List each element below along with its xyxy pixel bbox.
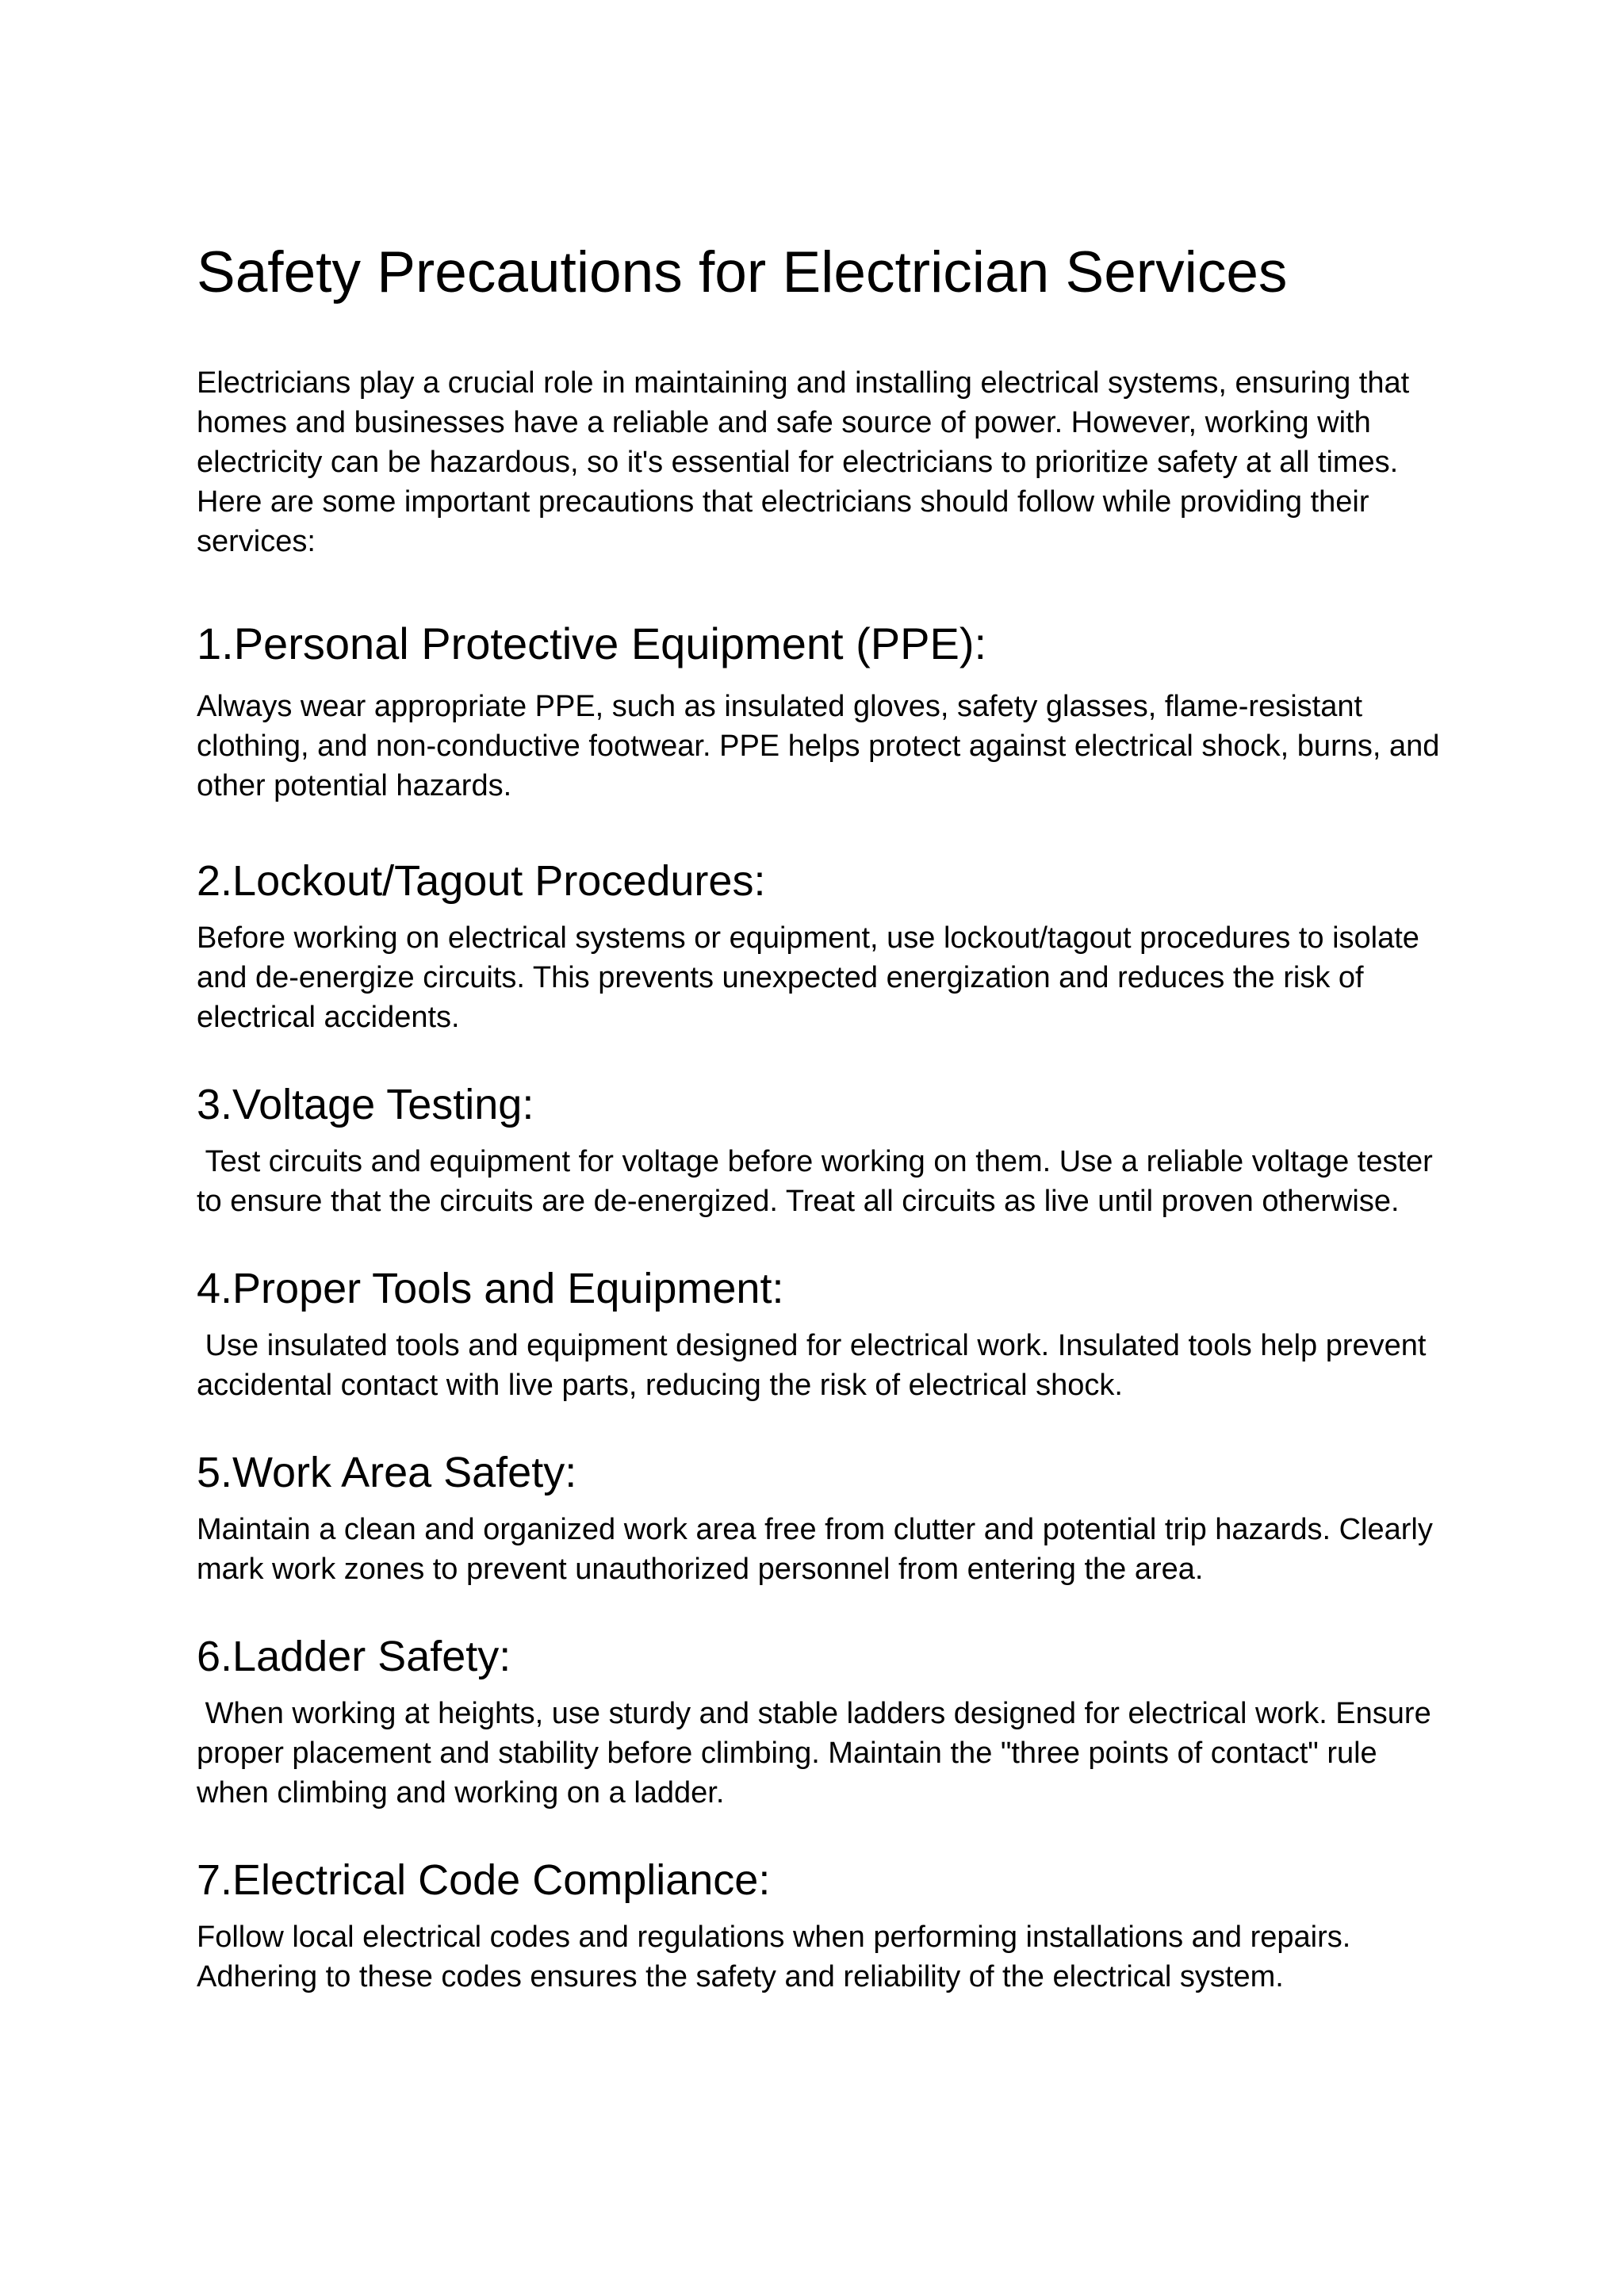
document-content xyxy=(197,238,1450,2038)
section-electrical-code-compliance xyxy=(197,1854,1450,1997)
section-body: Always wear appropriate PPE, such as insulated gloves, safety glasses, flame-resistant clothing, and non-conductive footwear. PPE helps protect against electrical shock, burns, and other potential hazards. xyxy=(197,690,1448,802)
section-heading: 2.Lockout/Tagout Procedures: xyxy=(197,857,766,905)
section-body: Before working on electrical systems or equipment, use lockout/tagout procedures to isolate and de-energize circuits. This prevents unexpected energization and reduces the risk of electrical accidents. xyxy=(197,921,1428,1034)
section-body: Maintain a clean and organized work area free from clutter and potential trip hazards. Clearly mark work zones to prevent unauthorized personnel from entering the area. xyxy=(197,1513,1442,1586)
section-voltage-testing xyxy=(197,1078,1450,1221)
section-heading: 4.Proper Tools and Equipment: xyxy=(197,1265,784,1312)
section-work-area-safety xyxy=(197,1446,1450,1589)
intro-paragraph: Electricians play a crucial role in maintaining and installing electrical systems, ensuring that homes and businesses have a reliable and safe source of power. However, working with electricity can be hazardous, so it's essential for electricians to prioritize safety at all times. Here are some important precautions that electricians should follow while providing their services: xyxy=(197,366,1410,558)
section-body: Test circuits and equipment for voltage before working on them. Use a reliable voltage tester to ensure that the circuits are de-energized. Treat all circuits as live until proven otherwise. xyxy=(197,1145,1442,1218)
section-body: When working at heights, use sturdy and stable ladders designed for electrical work. Ensure proper placement and stability before climbing. Maintain the "three points of contact" rule when climbing and working on a ladder. xyxy=(197,1697,1440,1810)
section-heading: 1.Personal Protective Equipment (PPE): xyxy=(197,618,987,668)
section-heading: 6.Ladder Safety: xyxy=(197,1633,511,1680)
document-title: Safety Precautions for Electrician Services xyxy=(197,240,1288,304)
section-ppe xyxy=(197,617,1450,806)
section-body: Use insulated tools and equipment designed for electrical work. Insulated tools help prevent accidental contact with live parts, reducing the risk of electrical shock. xyxy=(197,1329,1435,1402)
section-heading: 7.Electrical Code Compliance: xyxy=(197,1856,771,1904)
section-heading: 5.Work Area Safety: xyxy=(197,1449,577,1496)
section-lockout-tagout xyxy=(197,855,1450,1037)
section-proper-tools xyxy=(197,1262,1450,1405)
section-ladder-safety xyxy=(197,1630,1450,1813)
section-body: Follow local electrical codes and regulations when performing installations and repairs. Adhering to these codes ensures the safety and reliability of the electrical system. xyxy=(197,1921,1358,1993)
section-heading: 3.Voltage Testing: xyxy=(197,1081,534,1128)
